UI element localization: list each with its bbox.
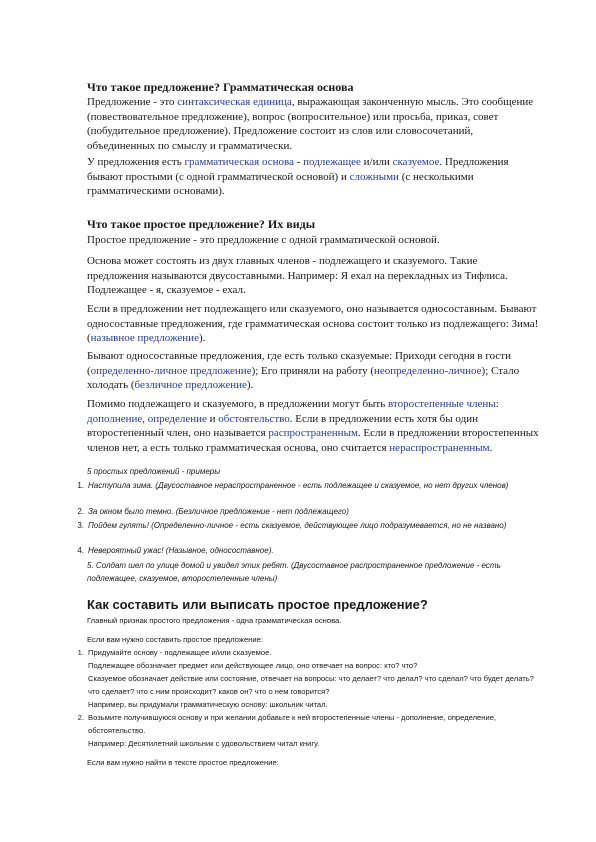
list-number: 1.	[77, 481, 84, 490]
text-run: . Предложения бывают простыми (с одной грамматической основой) и	[87, 156, 509, 183]
link-adverbial[interactable]: обстоятельство	[218, 412, 290, 425]
link-complex[interactable]: сложными	[349, 170, 399, 183]
list-number: 2.	[77, 507, 84, 516]
text-run: (с несколькими грамматическими основами).	[87, 170, 474, 197]
example-text: Наступила зима. (Двусоставное нераспространенное - есть подлежащее и сказуемое, но нет других членов)	[88, 481, 509, 490]
text-run: .	[489, 441, 493, 454]
text-run: . Если в предложении есть хотя бы один второстепенный член, оно называется	[87, 412, 478, 439]
example-text: Пойдем гулять! (Определенно-личное - есть сказуемое, действующее лицо подразумевается, но не названо)	[88, 521, 507, 530]
paragraph-one-part	[87, 302, 539, 346]
step-line: Возьмите получившуюся основу и при желании добавьте к ней второстепенные члены - дополнение, определение, обстоятельство.	[88, 713, 497, 735]
text-run: :	[495, 398, 499, 410]
example-item-5: 5. Солдат шел по улице домой и увидел этих ребят. (Двусоставное распространенное предложение - есть подлежащее, сказуемое, второстепенные члены)	[87, 561, 501, 583]
link-syntactic-unit[interactable]: синтаксическая единица	[177, 96, 292, 108]
list-number: 2.	[77, 713, 84, 722]
text-run: ).	[198, 332, 206, 344]
text-run: ); Стало холодать (	[87, 364, 520, 391]
text-run: ); Его приняли на работу (	[251, 364, 375, 377]
examples-caption: 5 простых предложений - примеры	[87, 467, 221, 476]
link-predicate[interactable]: сказуемое	[392, 156, 440, 168]
link-extended[interactable]: распространенным	[268, 427, 358, 439]
text-run: Предложение - это	[87, 96, 178, 108]
list-number: 4.	[77, 546, 84, 555]
section-heading-simple-sentence: Что такое простое предложение? Их виды	[87, 217, 316, 231]
example-text: Невероятный ужас! (Назывное, односоставное).	[88, 546, 274, 555]
paragraph-main-sign: Главный признак простого предложения - одна грамматическая основа.	[87, 616, 342, 625]
paragraph-grammatical-basis	[87, 155, 539, 199]
paragraph-if-find: Если вам нужно найти в тексте простое предложение:	[87, 758, 279, 767]
text-run: У предложения есть	[87, 156, 185, 168]
paragraph-secondary-members	[87, 397, 539, 455]
section-heading-how-to-compose: Как составить или выписать простое предложение?	[87, 597, 428, 612]
step-line: Например: Десятилетний школьник с удовольствием читал книгу.	[88, 739, 320, 748]
link-impersonal[interactable]: безличное предложение	[134, 379, 247, 391]
paragraph-predicate-only	[87, 349, 539, 393]
text-run: ,	[142, 412, 148, 425]
example-text: За окном было темно. (Безличное предложение - нет подлежащего)	[88, 507, 349, 516]
section-heading-what-is-sentence: Что такое предложение? Грамматическая основа	[87, 80, 354, 94]
text-run: и/или	[360, 156, 393, 168]
step-body	[88, 646, 538, 711]
text-run: , выражающая законченную мысль. Это сообщение (повествовательное предложение), вопрос (вопросительное) или просьба, приказ, совет (побудительное предложение). Предложение состоит из слов или словосочетаний, объединенных по смыслу и грамматически.	[87, 96, 534, 152]
link-secondary-members[interactable]: второстепенные члены	[388, 398, 496, 410]
step-line: Придумайте основу - подлежащее и/или сказуемое.	[88, 648, 272, 657]
paragraph-two-part: Основа может состоять из двух главных членов - подлежащего и сказуемого. Такие предложения называются двусоставными. Например: Я ехал на перекладных из Тифлиса. Подлежащее - я, сказуемое - ехал.	[87, 255, 508, 296]
link-attribute[interactable]: определение	[147, 412, 207, 425]
link-subject[interactable]: подлежащее	[303, 156, 361, 168]
link-nominative-sentence[interactable]: назывное предложение	[90, 332, 199, 344]
text-run: и	[206, 412, 219, 425]
text-run: ).	[246, 379, 254, 391]
step-line: Сказуемое обозначает действие или состояние, отвечает на вопросы: что делает? что делал? что сделал? что будет делать? что сделает? что с ним происходит? каков он? что о нем говорится?	[88, 674, 534, 696]
link-definite-personal[interactable]: определенно-личное предложение	[90, 364, 252, 377]
link-unextended[interactable]: нераспространенным	[389, 441, 490, 454]
link-grammatical-basis[interactable]: грамматическая основа	[184, 156, 294, 168]
list-number: 3.	[77, 521, 84, 530]
link-object[interactable]: дополнение	[87, 412, 143, 425]
paragraph-definition	[87, 95, 539, 153]
text-run: Бывают односоставные предложения, где есть только сказуемые: Приходи сегодня в гости (	[87, 350, 511, 377]
list-number: 1.	[77, 648, 84, 657]
text-run: Помимо подлежащего и сказуемого, в предложении могут быть	[87, 398, 389, 410]
text-run: Если в предложении нет подлежащего или сказуемого, оно называется односоставным. Бывают односоставные предложения, где грамматическая основа состоит только из подлежащего: Зима! (	[87, 303, 539, 344]
link-indefinite-personal[interactable]: неопределенно-личное	[374, 364, 482, 377]
paragraph-simple-definition: Простое предложение - это предложение с одной грамматической основой.	[87, 234, 440, 246]
text-run: -	[293, 156, 304, 168]
paragraph-if-compose: Если вам нужно составить простое предложение:	[87, 635, 263, 644]
step-line: Подлежащее обозначает предмет или действующее лицо, оно отвечает на вопрос: кто? что?	[88, 661, 418, 670]
step-line: Например, вы придумали грамматическую основу: школьник читал.	[88, 700, 328, 709]
step-body	[88, 711, 538, 750]
text-run: . Если в предложении второстепенных членов нет, а есть только грамматическая основа, оно считается	[87, 427, 539, 454]
